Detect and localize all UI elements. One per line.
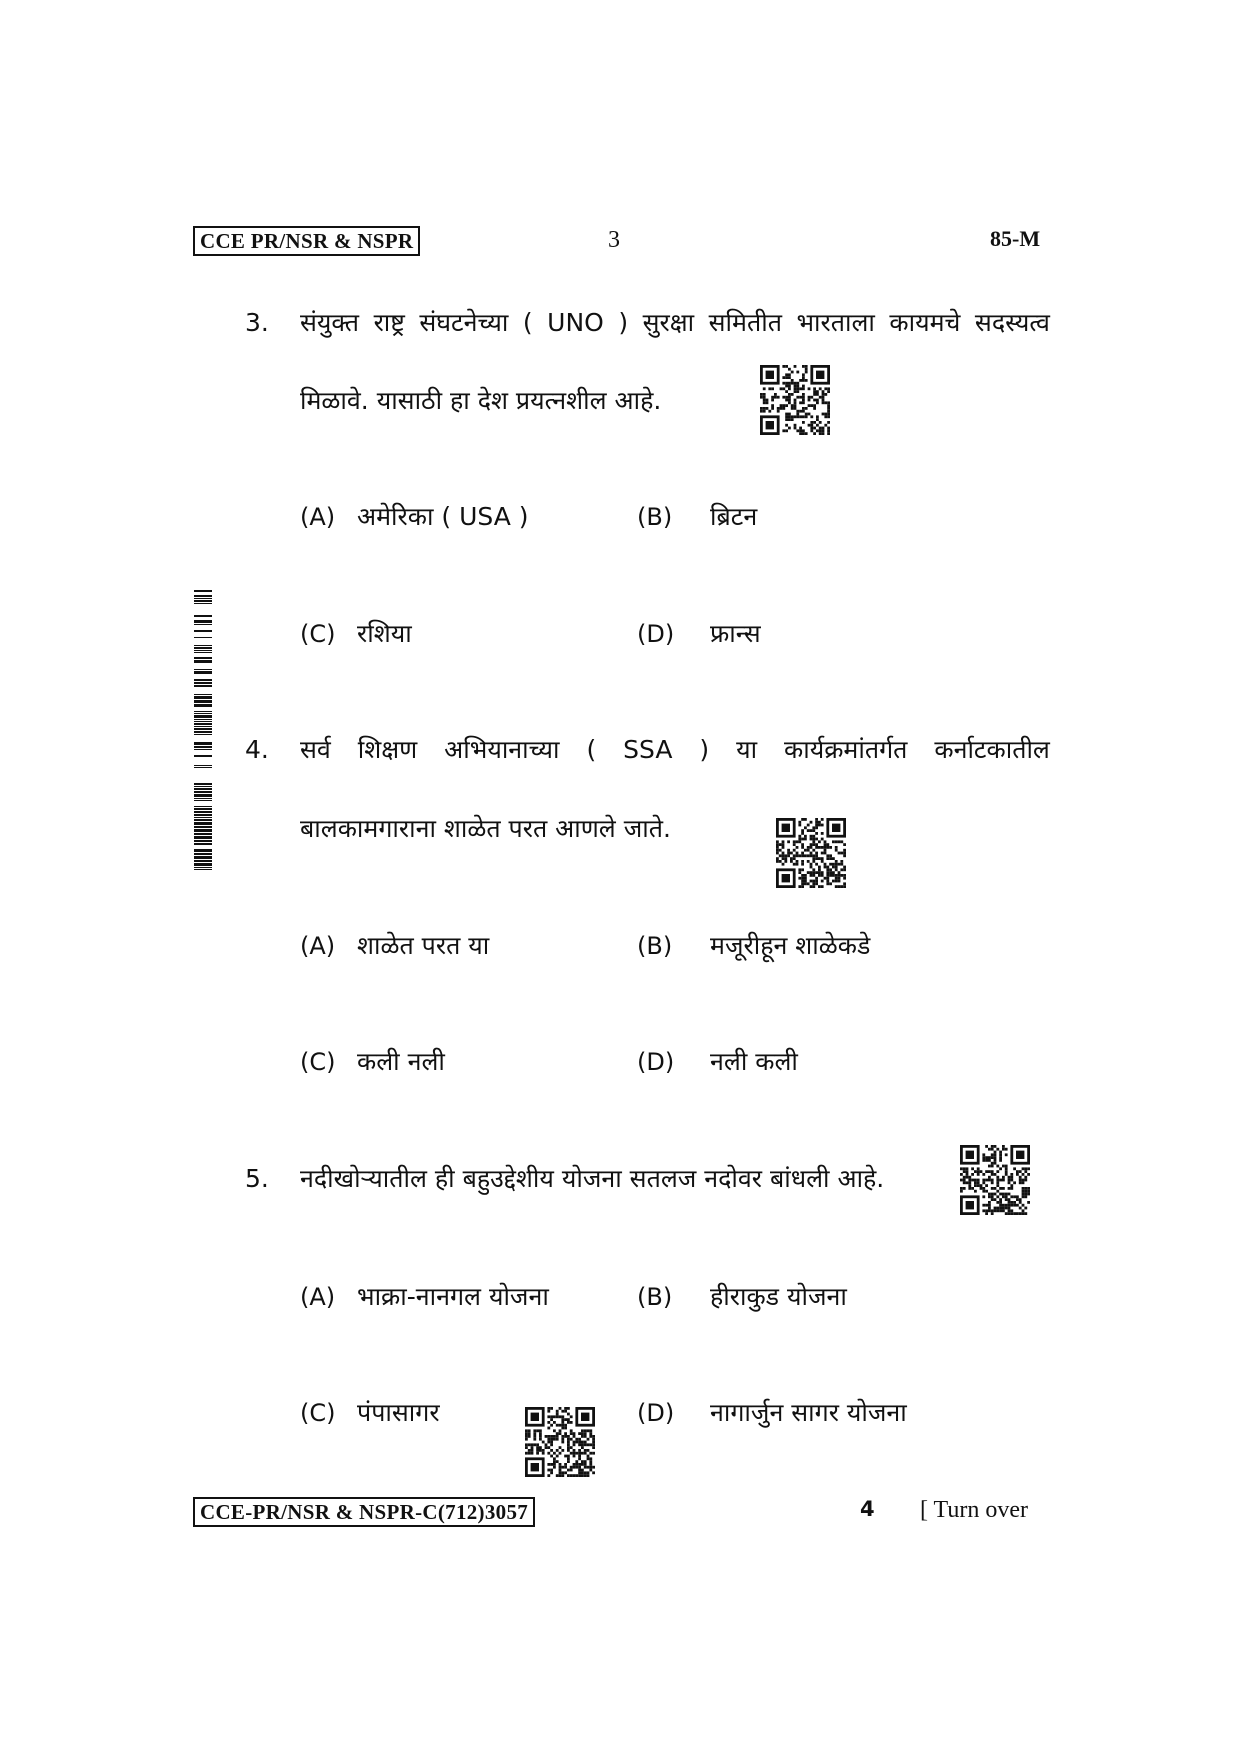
question-word: सुरक्षा xyxy=(642,308,695,337)
question-word: कर्नाटकातील xyxy=(934,735,1050,764)
q3-option-b-label: (B) xyxy=(637,503,673,531)
q5-option-a-text: भाक्रा-नानगल योजना xyxy=(357,1282,549,1311)
question-word: सर्व xyxy=(300,735,331,764)
question-word: राष्ट्र xyxy=(373,308,405,337)
q3-option-d-label: (D) xyxy=(637,620,675,648)
question-word: कायमचे xyxy=(889,308,961,337)
question-word: शिक्षण xyxy=(357,735,418,764)
question-word: भारताला xyxy=(796,308,875,337)
question-word: ) xyxy=(618,308,629,337)
question-5-line-1: नदीखोऱ्यातील ही बहुउद्देशीय योजना सतलज नदोवर बांधली आहे. xyxy=(300,1164,885,1193)
q5-option-d-label: (D) xyxy=(637,1399,675,1427)
header-code-box: CCE PR/NSR & NSPR xyxy=(193,226,420,256)
q3-option-b-text: ब्रिटन xyxy=(710,502,758,531)
turn-over-note: [ Turn over xyxy=(920,1497,1029,1523)
barcode-icon xyxy=(194,590,212,870)
question-word: संयुक्त xyxy=(300,308,360,337)
q5-option-d-text: नागार्जुन सागर योजना xyxy=(710,1398,907,1427)
q5-option-b-text: हीराकुड योजना xyxy=(710,1282,847,1311)
paper-code: 85-M xyxy=(990,226,1041,251)
question-word: SSA xyxy=(623,735,673,764)
qr-code-icon xyxy=(960,1145,1030,1215)
q3-option-c-text: रशिया xyxy=(357,619,412,648)
q4-option-b-label: (B) xyxy=(637,932,673,960)
question-word: या xyxy=(736,735,758,764)
q3-option-a-text: अमेरिका ( USA ) xyxy=(357,502,529,531)
footer-code-box: CCE-PR/NSR & NSPR-C(712)3057 xyxy=(193,1497,535,1527)
question-word: सदस्यत्व xyxy=(974,308,1050,337)
question-word: समितीत xyxy=(708,308,782,337)
page-number: 3 xyxy=(608,227,620,253)
question-4-number: 4. xyxy=(245,735,269,764)
question-word: कार्यक्रमांतर्गत xyxy=(784,735,908,764)
q3-option-a-label: (A) xyxy=(300,503,336,531)
q4-option-a-label: (A) xyxy=(300,932,336,960)
question-5-number: 5. xyxy=(245,1164,269,1193)
q4-option-d-text: नली कली xyxy=(710,1047,798,1076)
q4-option-c-text: कली नली xyxy=(357,1047,445,1076)
question-word: UNO xyxy=(547,308,604,337)
q4-option-c-label: (C) xyxy=(300,1048,336,1076)
qr-code-icon xyxy=(776,818,846,888)
qr-code-icon xyxy=(760,365,830,435)
qr-code-icon xyxy=(525,1407,595,1477)
question-word: संघटनेच्या xyxy=(419,308,509,337)
question-word: ) xyxy=(699,735,710,764)
q5-option-c-label: (C) xyxy=(300,1399,336,1427)
q5-option-b-label: (B) xyxy=(637,1283,673,1311)
q4-option-d-label: (D) xyxy=(637,1048,675,1076)
q3-option-c-label: (C) xyxy=(300,620,336,648)
q5-option-a-label: (A) xyxy=(300,1283,336,1311)
question-3-number: 3. xyxy=(245,308,269,337)
question-4-line-1 xyxy=(300,733,1050,767)
q4-option-a-text: शाळेत परत या xyxy=(357,931,490,960)
question-word: अभियानाच्या xyxy=(444,735,560,764)
question-4-line-2: बालकामगाराना शाळेत परत आणले जाते. xyxy=(300,814,671,843)
question-3-line-1 xyxy=(300,306,1050,340)
question-word: ( xyxy=(522,308,533,337)
q5-option-c-text: पंपासागर xyxy=(357,1398,440,1427)
q3-option-d-text: फ्रान्स xyxy=(710,619,761,648)
question-word: ( xyxy=(586,735,597,764)
question-3-line-2: मिळावे. यासाठी हा देश प्रयत्नशील आहे. xyxy=(300,386,662,415)
sheet-number: 4 xyxy=(860,1497,875,1521)
q4-option-b-text: मजूरीहून शाळेकडे xyxy=(710,931,871,960)
